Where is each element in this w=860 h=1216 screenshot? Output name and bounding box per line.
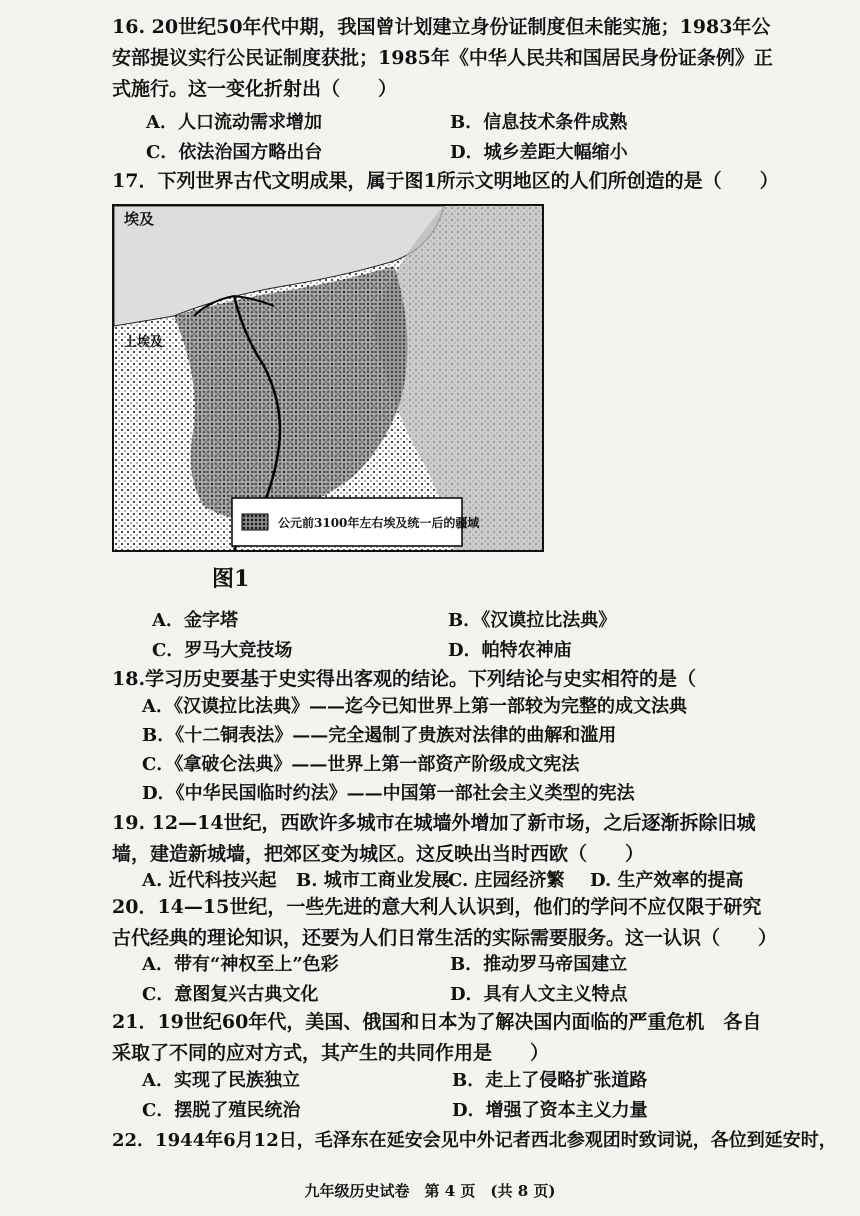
q20-option-c: C．意图复兴古典文化 [142, 984, 319, 1005]
q20-option-d: D．具有人文主义特点 [450, 984, 628, 1005]
q21-option-a: A．实现了民族独立 [142, 1070, 300, 1091]
q18-stem: 18.学习历史要基于史实得出客观的结论。下列结论与史实相符的是（ [112, 668, 697, 690]
q21-option-d: D．增强了资本主义力量 [452, 1100, 648, 1121]
q17-option-c: C．罗马大竞技场 [152, 640, 293, 661]
q22-stem: 22．1944年6月12日，毛泽东在延安会见中外记者西北参观团时致词说，各位到延安时， [112, 1130, 837, 1151]
q18-option-d: D．《中华民国临时约法》——中国第一部社会主义类型的宪法 [142, 783, 635, 804]
q21-option-c: C．摆脱了殖民统治 [142, 1100, 301, 1121]
q16-stem: 16. 20世纪50年代中期，我国曾计划建立身份证制度但未能实施；1983年公安部提议实行公民证制度获批；1985年《中华人民共和国居民身份证条例》正式施行。这一变化折射出（ ） [112, 16, 773, 100]
q16-option-a: A．人口流动需求增加 [146, 112, 322, 133]
page-footer: 九年级历史试卷 第 4 页 (共 8 页) [304, 1182, 556, 1200]
q17-option-d: D．帕特农神庙 [448, 640, 572, 661]
map-drawing [114, 206, 542, 550]
q20-option-a: A．带有“神权至上”色彩 [142, 954, 339, 975]
q17-stem: 17．下列世界古代文明成果，属于图1所示文明地区的人们所创造的是（ ） [112, 170, 779, 192]
figure-1-map [112, 204, 544, 552]
q20-option-b: B．推动罗马帝国建立 [450, 954, 628, 975]
q16-option-c: C．依法治国方略出台 [146, 142, 323, 163]
q19-option-d: D. 生产效率的提高 [590, 870, 744, 891]
figure-caption: 图1 [212, 566, 250, 592]
q18-option-b: B．《十二铜表法》——完全遏制了贵族对法律的曲解和滥用 [142, 725, 617, 746]
q16-option-d: D．城乡差距大幅缩小 [450, 142, 628, 163]
q19-option-b: B. 城市工商业发展 [296, 870, 450, 891]
q19-stem: 19. 12—14世纪，西欧许多城市在城墙外增加了新市场，之后逐渐拆除旧城墙，建造新城墙，把郊区变为城区。这反映出当时西欧（ ） [112, 812, 756, 865]
q19-option-a: A. 近代科技兴起 [142, 870, 277, 891]
q21-stem: 21．19世纪60年代，美国、俄国和日本为了解决国内面临的严重危机 各自采取了不同的应对方式，其产生的共同作用是 ） [112, 1011, 762, 1064]
q17-option-b: B．《汉谟拉比法典》 [448, 610, 617, 631]
q21-option-b: B．走上了侵略扩张道路 [452, 1070, 648, 1091]
q18-option-c: C．《拿破仑法典》——世界上第一部资产阶级成文宪法 [142, 754, 580, 775]
q18-option-a: A．《汉谟拉比法典》——迄今已知世界上第一部较为完整的成文法典 [142, 696, 687, 717]
q19-option-c: C. 庄园经济繁 [448, 870, 565, 891]
q17-option-a: A．金字塔 [152, 610, 238, 631]
map-legend-text: 公元前3100年左右埃及统一后的疆域 [278, 516, 480, 530]
q20-stem: 20．14—15世纪，一些先进的意大利人认识到，他们的学问不应仅限于研究古代经典的理论知识，还要为人们日常生活的实际需要服务。这一认识（ ） [112, 896, 778, 949]
q16-option-b: B．信息技术条件成熟 [450, 112, 628, 133]
map-label-upper-egypt: 上埃及 [124, 335, 164, 350]
map-label-egypt: 埃及 [124, 210, 155, 228]
